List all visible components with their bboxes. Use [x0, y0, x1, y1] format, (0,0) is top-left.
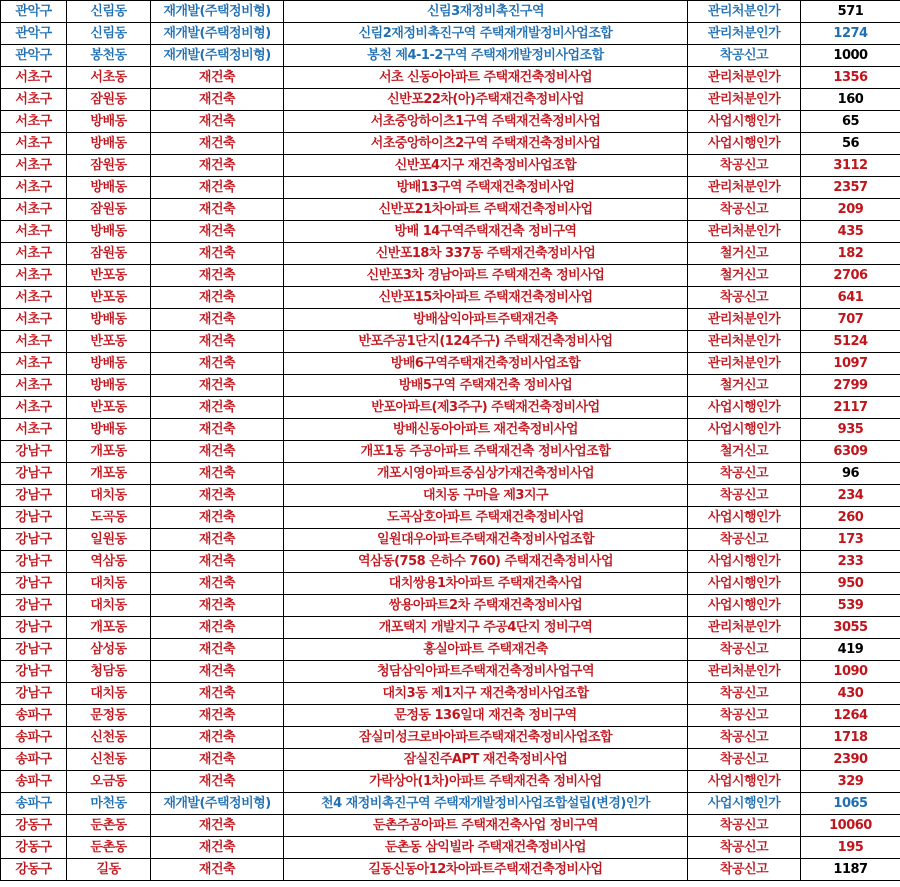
- district-cell: 강남구: [1, 639, 67, 661]
- district-cell: 서초구: [1, 89, 67, 111]
- table-row: [1, 485, 900, 507]
- table-row: [1, 859, 900, 881]
- stage-cell: 관리처분인가: [688, 23, 801, 45]
- district-cell: 강남구: [1, 661, 67, 683]
- project-name-cell: 역삼동(758 은하수 760) 주택재건축정비사업: [284, 551, 688, 573]
- neighborhood-cell: 도곡동: [67, 507, 151, 529]
- project-type-cell: 재건축: [151, 705, 284, 727]
- stage-cell: 관리처분인가: [688, 617, 801, 639]
- project-name-cell: 개포택지 개발지구 주공4단지 정비구역: [284, 617, 688, 639]
- table-row: [1, 243, 900, 265]
- table-row: [1, 419, 900, 441]
- unit-count-cell: 2117: [801, 397, 900, 419]
- stage-cell: 관리처분인가: [688, 221, 801, 243]
- neighborhood-cell: 삼성동: [67, 639, 151, 661]
- table-body: [1, 1, 900, 881]
- unit-count-cell: 435: [801, 221, 900, 243]
- table-row: [1, 309, 900, 331]
- project-type-cell: 재건축: [151, 331, 284, 353]
- table-row: [1, 221, 900, 243]
- project-name-cell: 방배삼익아파트주택재건축: [284, 309, 688, 331]
- unit-count-cell: 3112: [801, 155, 900, 177]
- project-type-cell: 재건축: [151, 287, 284, 309]
- stage-cell: 착공신고: [688, 463, 801, 485]
- neighborhood-cell: 오금동: [67, 771, 151, 793]
- project-type-cell: 재건축: [151, 529, 284, 551]
- stage-cell: 철거신고: [688, 265, 801, 287]
- district-cell: 강남구: [1, 507, 67, 529]
- district-cell: 서초구: [1, 287, 67, 309]
- project-type-cell: 재건축: [151, 595, 284, 617]
- table-row: [1, 573, 900, 595]
- project-type-cell: 재개발(주택정비형): [151, 23, 284, 45]
- unit-count-cell: 430: [801, 683, 900, 705]
- unit-count-cell: 65: [801, 111, 900, 133]
- project-name-cell: 서초중앙하이츠2구역 주택재건축정비사업: [284, 133, 688, 155]
- stage-cell: 사업시행인가: [688, 793, 801, 815]
- neighborhood-cell: 잠원동: [67, 199, 151, 221]
- project-name-cell: 서초중앙하이츠1구역 주택재건축정비사업: [284, 111, 688, 133]
- table-row: [1, 265, 900, 287]
- district-cell: 서초구: [1, 111, 67, 133]
- unit-count-cell: 173: [801, 529, 900, 551]
- unit-count-cell: 1264: [801, 705, 900, 727]
- unit-count-cell: 2357: [801, 177, 900, 199]
- neighborhood-cell: 개포동: [67, 441, 151, 463]
- stage-cell: 사업시행인가: [688, 551, 801, 573]
- unit-count-cell: 96: [801, 463, 900, 485]
- neighborhood-cell: 잠원동: [67, 243, 151, 265]
- project-name-cell: 신반포22차(아)주택재건축정비사업: [284, 89, 688, 111]
- district-cell: 서초구: [1, 133, 67, 155]
- project-name-cell: 천4 재정비촉진구역 주택재개발정비사업조합설립(변경)인가: [284, 793, 688, 815]
- district-cell: 서초구: [1, 375, 67, 397]
- district-cell: 서초구: [1, 353, 67, 375]
- table-row: [1, 507, 900, 529]
- unit-count-cell: 1090: [801, 661, 900, 683]
- project-type-cell: 재건축: [151, 837, 284, 859]
- district-cell: 강남구: [1, 529, 67, 551]
- district-cell: 강동구: [1, 815, 67, 837]
- table-row: [1, 749, 900, 771]
- project-type-cell: 재건축: [151, 243, 284, 265]
- project-type-cell: 재개발(주택정비형): [151, 1, 284, 23]
- project-type-cell: 재건축: [151, 221, 284, 243]
- stage-cell: 착공신고: [688, 639, 801, 661]
- stage-cell: 관리처분인가: [688, 309, 801, 331]
- neighborhood-cell: 개포동: [67, 463, 151, 485]
- stage-cell: 착공신고: [688, 705, 801, 727]
- table-row: [1, 837, 900, 859]
- table-row: [1, 771, 900, 793]
- district-cell: 강남구: [1, 617, 67, 639]
- stage-cell: 관리처분인가: [688, 177, 801, 199]
- project-name-cell: 일원대우아파트주택재건축정비사업조합: [284, 529, 688, 551]
- district-cell: 서초구: [1, 221, 67, 243]
- district-cell: 강남구: [1, 485, 67, 507]
- project-type-cell: 재건축: [151, 375, 284, 397]
- project-type-cell: 재건축: [151, 507, 284, 529]
- unit-count-cell: 5124: [801, 331, 900, 353]
- unit-count-cell: 1718: [801, 727, 900, 749]
- unit-count-cell: 10060: [801, 815, 900, 837]
- project-type-cell: 재건축: [151, 727, 284, 749]
- neighborhood-cell: 봉천동: [67, 45, 151, 67]
- table-row: [1, 617, 900, 639]
- district-cell: 서초구: [1, 309, 67, 331]
- district-cell: 강남구: [1, 573, 67, 595]
- unit-count-cell: 209: [801, 199, 900, 221]
- district-cell: 강동구: [1, 859, 67, 881]
- district-cell: 강남구: [1, 463, 67, 485]
- unit-count-cell: 1000: [801, 45, 900, 67]
- neighborhood-cell: 반포동: [67, 287, 151, 309]
- unit-count-cell: 1356: [801, 67, 900, 89]
- district-cell: 송파구: [1, 705, 67, 727]
- table-row: [1, 199, 900, 221]
- neighborhood-cell: 대치동: [67, 485, 151, 507]
- project-name-cell: 신반포18차 337동 주택재건축정비사업: [284, 243, 688, 265]
- project-type-cell: 재건축: [151, 155, 284, 177]
- neighborhood-cell: 잠원동: [67, 155, 151, 177]
- table-row: [1, 639, 900, 661]
- project-name-cell: 봉천 제4-1-2구역 주택재개발정비사업조합: [284, 45, 688, 67]
- table-row: [1, 463, 900, 485]
- neighborhood-cell: 방배동: [67, 221, 151, 243]
- table-row: [1, 155, 900, 177]
- project-type-cell: 재개발(주택정비형): [151, 45, 284, 67]
- project-name-cell: 신반포3차 경남아파트 주택재건축 정비사업: [284, 265, 688, 287]
- unit-count-cell: 950: [801, 573, 900, 595]
- table-row: [1, 177, 900, 199]
- stage-cell: 착공신고: [688, 485, 801, 507]
- project-name-cell: 신반포21차아파트 주택재건축정비사업: [284, 199, 688, 221]
- project-type-cell: 재건축: [151, 485, 284, 507]
- table-row: [1, 287, 900, 309]
- stage-cell: 철거신고: [688, 243, 801, 265]
- table-row: [1, 133, 900, 155]
- table-row: [1, 375, 900, 397]
- neighborhood-cell: 둔촌동: [67, 837, 151, 859]
- table-row: [1, 45, 900, 67]
- district-cell: 서초구: [1, 397, 67, 419]
- neighborhood-cell: 둔촌동: [67, 815, 151, 837]
- district-cell: 서초구: [1, 331, 67, 353]
- table-row: [1, 67, 900, 89]
- stage-cell: 사업시행인가: [688, 771, 801, 793]
- neighborhood-cell: 대치동: [67, 595, 151, 617]
- project-type-cell: 재건축: [151, 815, 284, 837]
- project-name-cell: 반포주공1단지(124주구) 주택재건축정비사업: [284, 331, 688, 353]
- project-name-cell: 둔촌동 삼익빌라 주택재건축정비사업: [284, 837, 688, 859]
- project-type-cell: 재건축: [151, 859, 284, 881]
- table-row: [1, 705, 900, 727]
- stage-cell: 관리처분인가: [688, 331, 801, 353]
- unit-count-cell: 234: [801, 485, 900, 507]
- district-cell: 관악구: [1, 1, 67, 23]
- stage-cell: 사업시행인가: [688, 507, 801, 529]
- project-type-cell: 재건축: [151, 111, 284, 133]
- stage-cell: 관리처분인가: [688, 353, 801, 375]
- district-cell: 서초구: [1, 177, 67, 199]
- project-name-cell: 홍실아파트 주택재건축: [284, 639, 688, 661]
- table-row: [1, 595, 900, 617]
- project-name-cell: 가락상아(1차)아파트 주택재건축 정비사업: [284, 771, 688, 793]
- stage-cell: 착공신고: [688, 749, 801, 771]
- district-cell: 강동구: [1, 837, 67, 859]
- neighborhood-cell: 신림동: [67, 23, 151, 45]
- project-type-cell: 재건축: [151, 771, 284, 793]
- district-cell: 강남구: [1, 441, 67, 463]
- neighborhood-cell: 신천동: [67, 749, 151, 771]
- project-name-cell: 신반포4지구 재건축정비사업조합: [284, 155, 688, 177]
- project-name-cell: 대치3동 제1지구 재건축정비사업조합: [284, 683, 688, 705]
- district-cell: 송파구: [1, 793, 67, 815]
- project-type-cell: 재건축: [151, 749, 284, 771]
- project-type-cell: 재건축: [151, 551, 284, 573]
- unit-count-cell: 1274: [801, 23, 900, 45]
- stage-cell: 착공신고: [688, 155, 801, 177]
- stage-cell: 사업시행인가: [688, 111, 801, 133]
- district-cell: 서초구: [1, 67, 67, 89]
- project-type-cell: 재건축: [151, 133, 284, 155]
- stage-cell: 관리처분인가: [688, 1, 801, 23]
- unit-count-cell: 571: [801, 1, 900, 23]
- unit-count-cell: 2799: [801, 375, 900, 397]
- project-type-cell: 재건축: [151, 265, 284, 287]
- table-row: [1, 111, 900, 133]
- project-type-cell: 재건축: [151, 661, 284, 683]
- district-cell: 서초구: [1, 199, 67, 221]
- table-row: [1, 397, 900, 419]
- unit-count-cell: 233: [801, 551, 900, 573]
- unit-count-cell: 195: [801, 837, 900, 859]
- stage-cell: 철거신고: [688, 441, 801, 463]
- neighborhood-cell: 방배동: [67, 419, 151, 441]
- neighborhood-cell: 반포동: [67, 265, 151, 287]
- district-cell: 송파구: [1, 749, 67, 771]
- project-type-cell: 재개발(주택정비형): [151, 793, 284, 815]
- stage-cell: 철거신고: [688, 375, 801, 397]
- table-row: [1, 793, 900, 815]
- neighborhood-cell: 대치동: [67, 573, 151, 595]
- district-cell: 송파구: [1, 771, 67, 793]
- neighborhood-cell: 대치동: [67, 683, 151, 705]
- project-type-cell: 재건축: [151, 617, 284, 639]
- project-name-cell: 잠실진주APT 재건축정비사업: [284, 749, 688, 771]
- unit-count-cell: 1065: [801, 793, 900, 815]
- unit-count-cell: 3055: [801, 617, 900, 639]
- project-name-cell: 서초 신동아아파트 주택재건축정비사업: [284, 67, 688, 89]
- neighborhood-cell: 방배동: [67, 353, 151, 375]
- stage-cell: 사업시행인가: [688, 573, 801, 595]
- stage-cell: 착공신고: [688, 529, 801, 551]
- table-row: [1, 441, 900, 463]
- table-row: [1, 353, 900, 375]
- unit-count-cell: 2706: [801, 265, 900, 287]
- district-cell: 서초구: [1, 419, 67, 441]
- project-type-cell: 재건축: [151, 353, 284, 375]
- neighborhood-cell: 방배동: [67, 177, 151, 199]
- table-row: [1, 529, 900, 551]
- project-type-cell: 재건축: [151, 573, 284, 595]
- project-name-cell: 방배13구역 주택재건축정비사업: [284, 177, 688, 199]
- project-type-cell: 재건축: [151, 639, 284, 661]
- neighborhood-cell: 방배동: [67, 133, 151, 155]
- unit-count-cell: 1187: [801, 859, 900, 881]
- stage-cell: 사업시행인가: [688, 133, 801, 155]
- table-row: [1, 23, 900, 45]
- project-name-cell: 쌍용아파트2차 주택재건축정비사업: [284, 595, 688, 617]
- district-cell: 강남구: [1, 595, 67, 617]
- stage-cell: 관리처분인가: [688, 661, 801, 683]
- table-row: [1, 683, 900, 705]
- unit-count-cell: 641: [801, 287, 900, 309]
- project-name-cell: 방배6구역주택재건축정비사업조합: [284, 353, 688, 375]
- project-name-cell: 문정동 136일대 재건축 정비구역: [284, 705, 688, 727]
- unit-count-cell: 182: [801, 243, 900, 265]
- stage-cell: 사업시행인가: [688, 397, 801, 419]
- unit-count-cell: 329: [801, 771, 900, 793]
- project-type-cell: 재건축: [151, 309, 284, 331]
- neighborhood-cell: 서초동: [67, 67, 151, 89]
- neighborhood-cell: 마천동: [67, 793, 151, 815]
- table-row: [1, 551, 900, 573]
- project-name-cell: 대치동 구마을 제3지구: [284, 485, 688, 507]
- project-type-cell: 재건축: [151, 441, 284, 463]
- neighborhood-cell: 신림동: [67, 1, 151, 23]
- stage-cell: 착공신고: [688, 859, 801, 881]
- project-type-cell: 재건축: [151, 397, 284, 419]
- table-row: [1, 1, 900, 23]
- neighborhood-cell: 신천동: [67, 727, 151, 749]
- neighborhood-cell: 반포동: [67, 331, 151, 353]
- table-row: [1, 661, 900, 683]
- project-name-cell: 방배신동아아파트 재건축정비사업: [284, 419, 688, 441]
- unit-count-cell: 707: [801, 309, 900, 331]
- district-cell: 서초구: [1, 243, 67, 265]
- unit-count-cell: 2390: [801, 749, 900, 771]
- project-type-cell: 재건축: [151, 419, 284, 441]
- unit-count-cell: 419: [801, 639, 900, 661]
- stage-cell: 관리처분인가: [688, 67, 801, 89]
- stage-cell: 착공신고: [688, 287, 801, 309]
- unit-count-cell: 6309: [801, 441, 900, 463]
- project-name-cell: 방배 14구역주택재건축 정비구역: [284, 221, 688, 243]
- project-name-cell: 방배5구역 주택재건축 정비사업: [284, 375, 688, 397]
- district-cell: 송파구: [1, 727, 67, 749]
- neighborhood-cell: 문정동: [67, 705, 151, 727]
- stage-cell: 착공신고: [688, 815, 801, 837]
- project-name-cell: 길동신동아12차아파트주택재건축정비사업: [284, 859, 688, 881]
- project-type-cell: 재건축: [151, 683, 284, 705]
- stage-cell: 착공신고: [688, 727, 801, 749]
- district-cell: 강남구: [1, 683, 67, 705]
- neighborhood-cell: 개포동: [67, 617, 151, 639]
- project-type-cell: 재건축: [151, 89, 284, 111]
- stage-cell: 착공신고: [688, 683, 801, 705]
- stage-cell: 착공신고: [688, 837, 801, 859]
- district-cell: 서초구: [1, 155, 67, 177]
- stage-cell: 착공신고: [688, 45, 801, 67]
- neighborhood-cell: 길동: [67, 859, 151, 881]
- unit-count-cell: 1097: [801, 353, 900, 375]
- project-type-cell: 재건축: [151, 177, 284, 199]
- unit-count-cell: 935: [801, 419, 900, 441]
- neighborhood-cell: 반포동: [67, 397, 151, 419]
- project-name-cell: 반포아파트(제3주구) 주택재건축정비사업: [284, 397, 688, 419]
- project-name-cell: 개포시영아파트중심상가재건축정비사업: [284, 463, 688, 485]
- project-name-cell: 신반포15차아파트 주택재건축정비사업: [284, 287, 688, 309]
- project-name-cell: 대치쌍용1차아파트 주택재건축사업: [284, 573, 688, 595]
- neighborhood-cell: 청담동: [67, 661, 151, 683]
- project-name-cell: 도곡삼호아파트 주택재건축정비사업: [284, 507, 688, 529]
- neighborhood-cell: 일원동: [67, 529, 151, 551]
- district-cell: 강남구: [1, 551, 67, 573]
- table-row: [1, 815, 900, 837]
- unit-count-cell: 260: [801, 507, 900, 529]
- district-cell: 서초구: [1, 265, 67, 287]
- project-name-cell: 둔촌주공아파트 주택재건축사업 정비구역: [284, 815, 688, 837]
- table-row: [1, 331, 900, 353]
- project-type-cell: 재건축: [151, 199, 284, 221]
- table-row: [1, 727, 900, 749]
- stage-cell: 사업시행인가: [688, 419, 801, 441]
- project-type-cell: 재건축: [151, 463, 284, 485]
- stage-cell: 사업시행인가: [688, 595, 801, 617]
- neighborhood-cell: 방배동: [67, 111, 151, 133]
- project-name-cell: 잠실미성크로바아파트주택재건축정비사업조합: [284, 727, 688, 749]
- table-row: [1, 89, 900, 111]
- neighborhood-cell: 잠원동: [67, 89, 151, 111]
- unit-count-cell: 160: [801, 89, 900, 111]
- project-name-cell: 신림2재정비촉진구역 주택재개발정비사업조합: [284, 23, 688, 45]
- unit-count-cell: 539: [801, 595, 900, 617]
- stage-cell: 착공신고: [688, 199, 801, 221]
- unit-count-cell: 56: [801, 133, 900, 155]
- stage-cell: 관리처분인가: [688, 89, 801, 111]
- district-cell: 관악구: [1, 23, 67, 45]
- project-name-cell: 개포1동 주공아파트 주택재건축 정비사업조합: [284, 441, 688, 463]
- project-name-cell: 청담삼익아파트주택재건축정비사업구역: [284, 661, 688, 683]
- neighborhood-cell: 방배동: [67, 375, 151, 397]
- neighborhood-cell: 방배동: [67, 309, 151, 331]
- project-name-cell: 신림3재정비촉진구역: [284, 1, 688, 23]
- neighborhood-cell: 역삼동: [67, 551, 151, 573]
- project-type-cell: 재건축: [151, 67, 284, 89]
- district-cell: 관악구: [1, 45, 67, 67]
